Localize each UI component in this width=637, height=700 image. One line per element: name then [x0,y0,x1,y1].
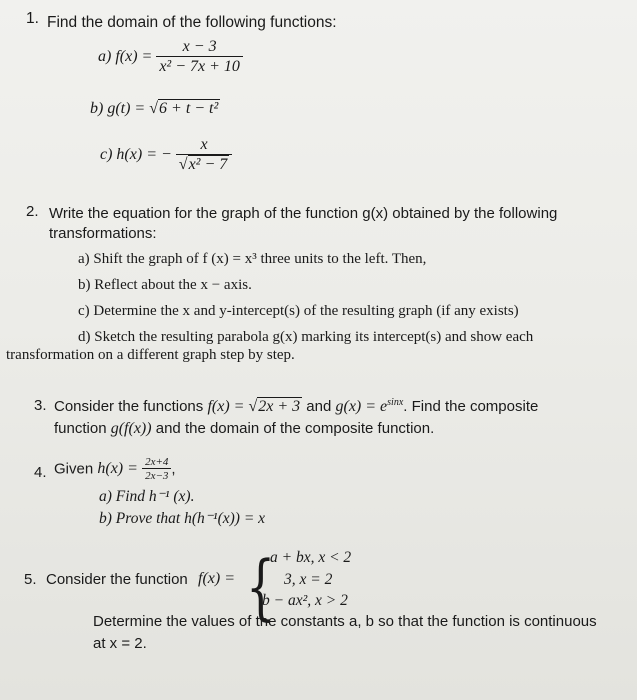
q2-item-a: a) Shift the graph of f (x) = x³ three units to the left. Then, [78,251,427,267]
q4-item-a: a) Find h⁻¹ (x). [99,488,195,505]
q3-f-radicand: 2x + 3 [258,398,301,415]
q1a-label: a) f(x) = [98,48,153,65]
q4-item-b: b) Prove that h(h⁻¹(x)) = x [99,510,266,527]
q3-line1-start: Consider the functions [54,398,204,415]
q3-g-label: g(x) = e [335,398,388,415]
q1a-numerator: x − 3 [182,38,217,55]
q1c-equation [100,136,232,174]
q2-item-d-cont: transformation on a different graph step by step. [6,347,295,363]
q5-number: 5. [24,571,37,588]
q1a-denominator: x² − 7x + 10 [156,56,243,76]
q2-item-d: d) Sketch the resulting parabola g(x) marking its intercept(s) and show each [78,329,534,345]
q1a-equation [98,38,243,76]
q3-line1-end: . Find the composite [403,398,539,415]
q1c-label: c) h(x) = − [100,146,172,163]
q4-h-fraction [142,456,171,482]
q4-h-label: h(x) = [97,460,138,477]
q1c-radicand: x² − 7 [188,156,228,173]
q3-line1 [54,397,538,416]
q2-item-b: b) Reflect about the x − axis. [78,277,252,293]
q4-given: Given [54,460,94,478]
q5-text: Consider the function [46,571,188,588]
q3-line2 [54,420,434,438]
q5-case-3: b − ax², x > 2 [262,592,348,609]
q3-number: 3. [34,397,47,414]
q5-determine-line2: at x = 2. [93,635,147,652]
q4-comma: , [171,460,176,478]
q1c-sqrt: √ [178,156,188,173]
q5-case-2: 3, x = 2 [284,571,333,588]
q3-line2-start: function [54,420,107,437]
q1b-label: b) g(t) = √ [90,100,159,117]
q3-line2-end: and the domain of the composite function. [155,420,435,437]
q2-number: 2. [26,203,39,220]
q4-number: 4. [34,464,47,481]
q2-item-c: c) Determine the x and y-intercept(s) of the resulting graph (if any exists) [78,303,519,319]
q2-line1: Write the equation for the graph of the function g(x) obtained by the following [49,205,558,222]
q4-h-numerator: 2x+4 [145,456,169,468]
q5-brace: { [246,544,276,629]
q3-and: and [306,398,332,415]
q5-determine-line1: Determine the values of the constants a, b so that the function is continuous [93,613,597,630]
q5-case-1: a + bx, x < 2 [270,549,352,566]
q4-h-denominator: 2x−3 [142,468,171,482]
q2-line2: transformations: [49,225,157,242]
q1c-numerator: x [200,136,208,153]
q1a-fraction [156,38,243,76]
q3-g-exponent: sinx [387,397,404,408]
q1c-denominator [176,154,232,174]
q3-f-label: f(x) = √ [207,398,258,415]
q4-given-line [54,456,176,482]
q1b-equation [90,100,220,118]
q1c-fraction [176,136,232,174]
q5-f-label: f(x) = [198,570,235,587]
q3-composite: g(f(x)) [110,420,152,437]
q1-number: 1. [26,10,39,27]
q1-text: Find the domain of the following functions: [47,14,337,31]
q1b-radicand: 6 + t − t² [159,100,219,117]
